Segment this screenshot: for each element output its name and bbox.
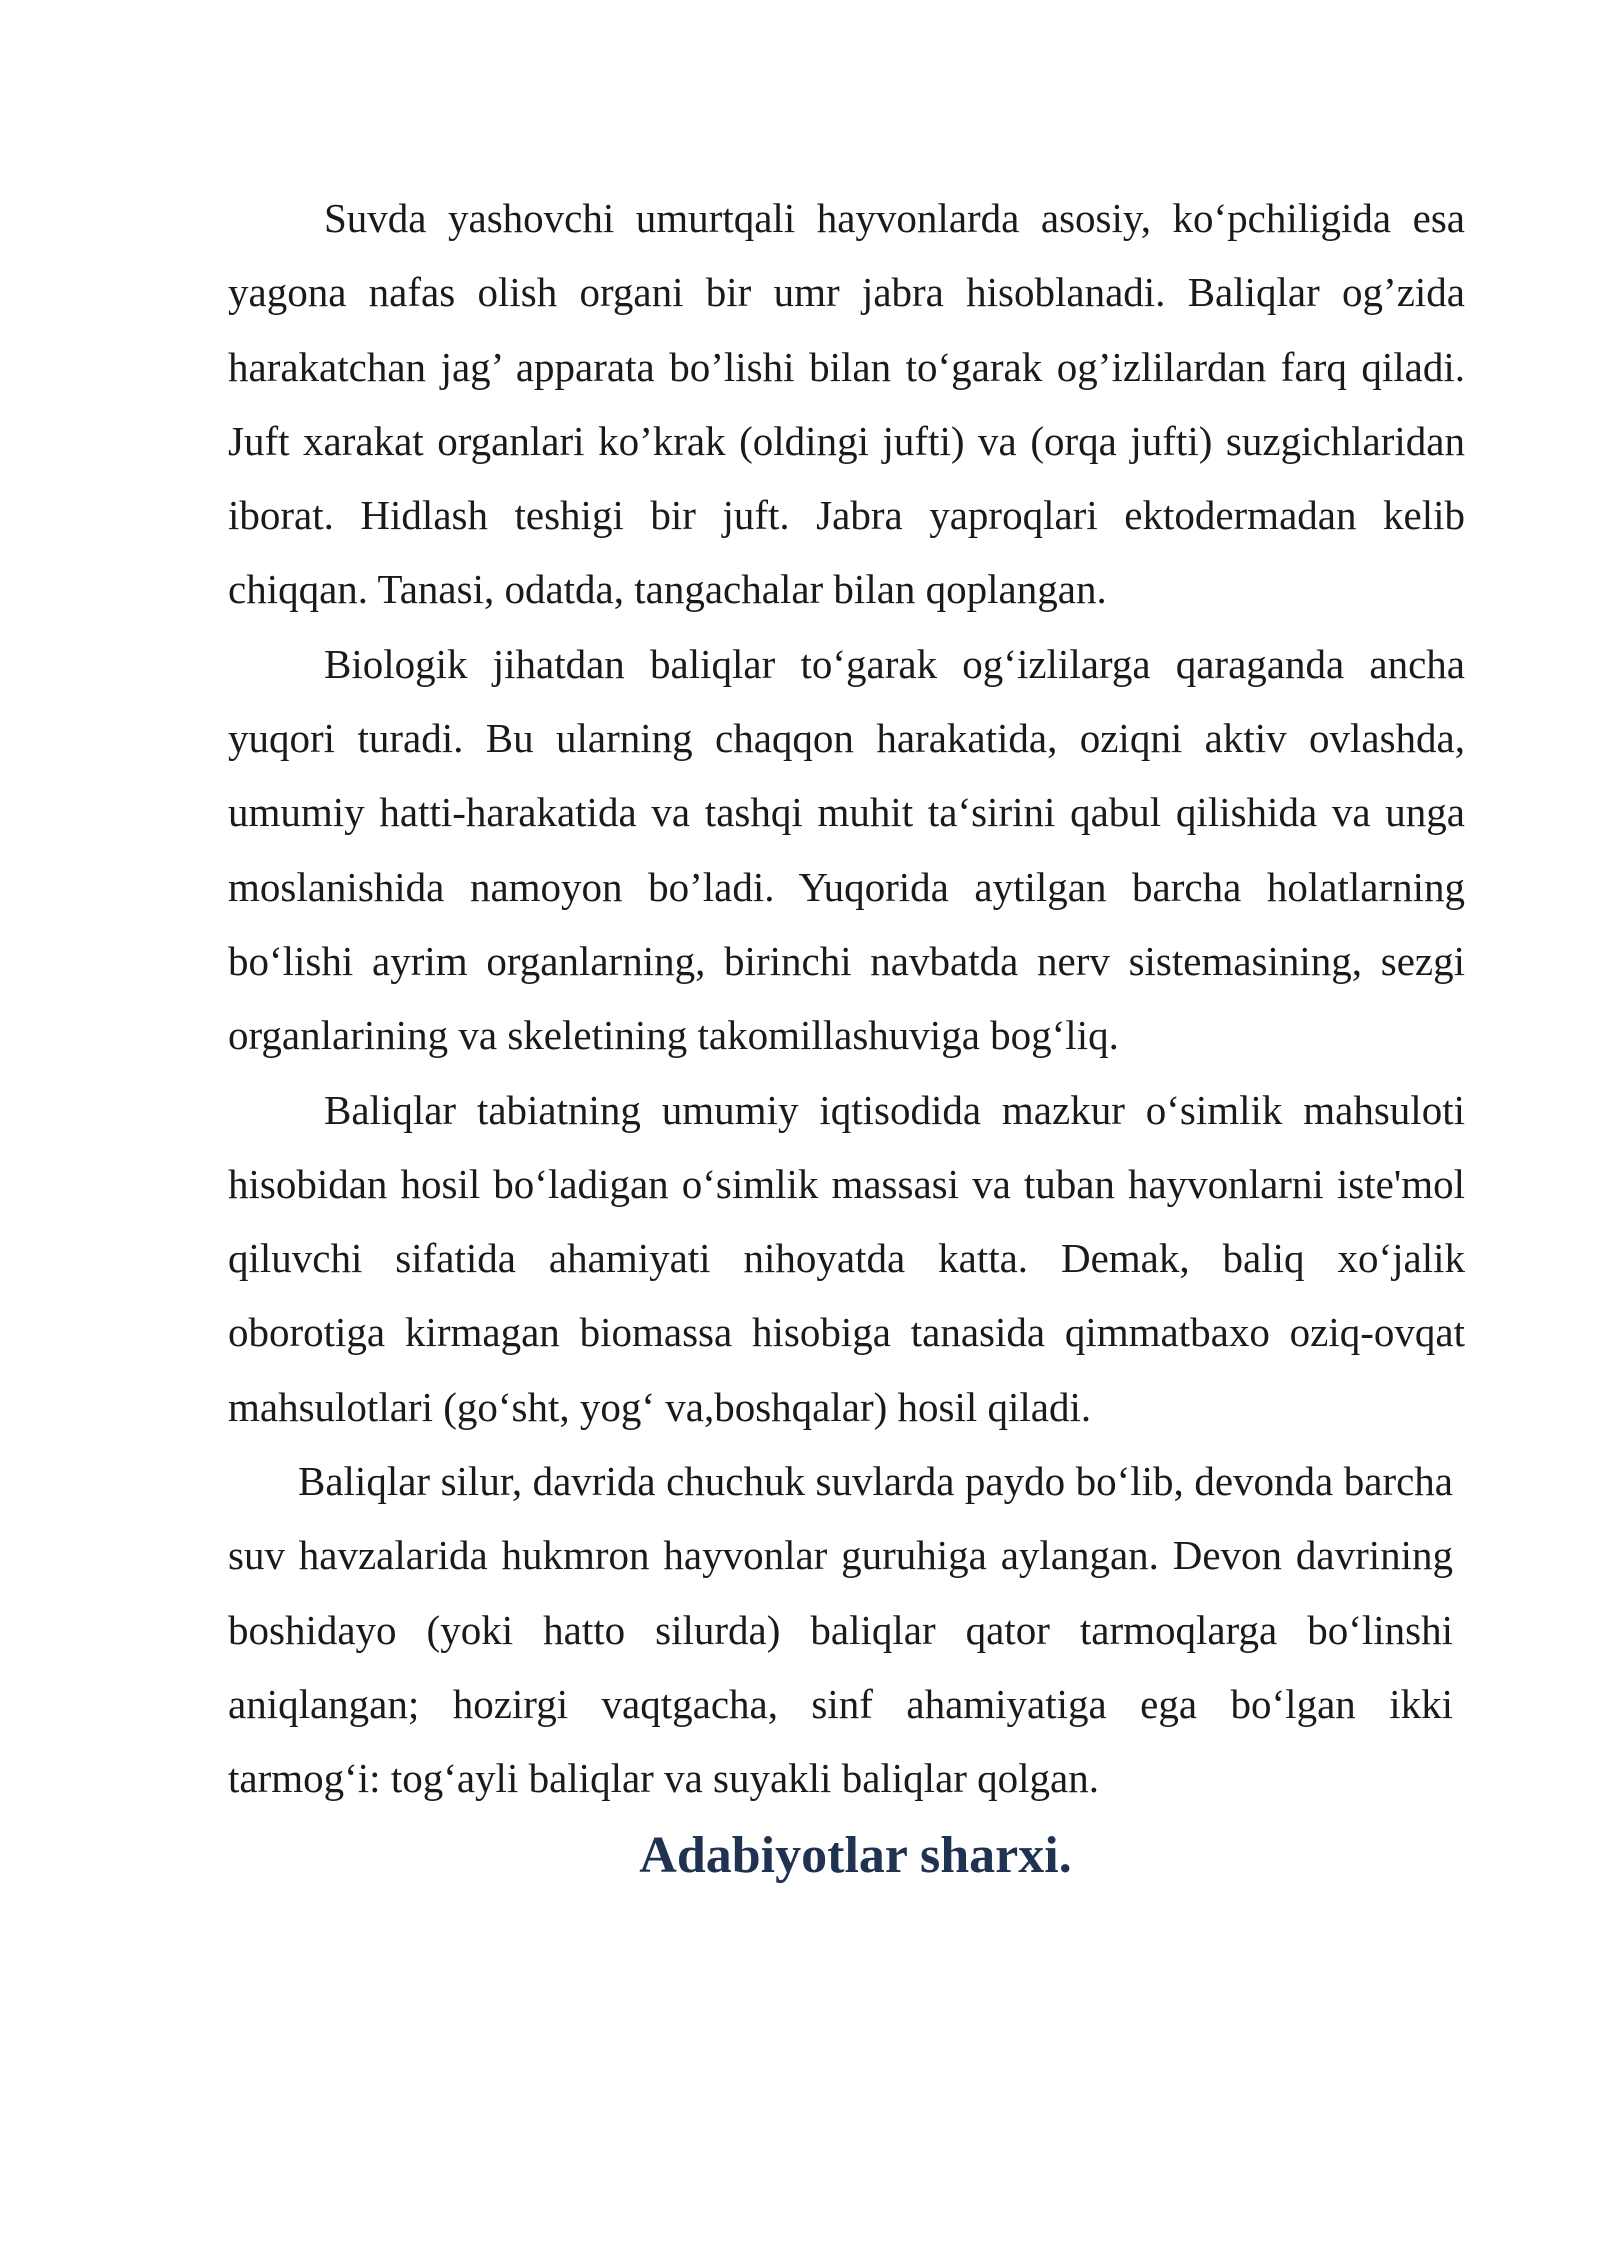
document-body — [228, 181, 1465, 1893]
section-heading: Adabiyotlar sharxi. — [639, 1826, 1072, 1884]
paragraph-biology: Biologik jihatdan baliqlar to‘garak og‘izlilarga qaraganda ancha yuqori turadi. Bu ularning chaqqon harakatida, oziqni aktiv ovlashda, umumiy hatti-harakatida va tashqi muhit ta‘sirini qabul qilishida va unga moslanishida namoyon bo’ladi. Yuqorida aytilgan barcha holatlarning bo‘lishi ayrim organlarning, birinchi navbatda nerv sistemasining, sezgi organlarining va skeletining takomillashuviga bog‘liq. — [228, 640, 1465, 1059]
paragraph-history: Baliqlar silur, davrida chuchuk suvlarda paydo bo‘lib, devonda barcha suv havzalarida hukmron hayvonlar guruhiga aylangan. Devon davrining boshidayo (yoki hatto silurda) baliqlar qator tarmoqlarga bo‘linshi aniqlangan; hozirgi vaqtgacha, sinf ahamiyatiga ega bo‘lgan ikki tarmog‘i: tog‘ayli baliqlar va suyakli baliqlar qolgan. — [228, 1458, 1453, 1802]
paragraph-gills: Suvda yashovchi umurtqali hayvonlarda asosiy, ko‘pchiligida esa yagona nafas olish organi bir umr jabra hisoblanadi. Baliqlar og’zida harakatchan jag’ apparata bo’lishi bilan to‘garak og’izlilardan farq qiladi. Juft xarakat organlari ko’krak (oldingi jufti) va (orqa jufti) suzgichlaridan iborat. Hidlash teshigi bir juft. Jabra yaproqlari ektodermadan kelib chiqqan. Tanasi, odatda, tangachalar bilan qoplangan. — [228, 195, 1465, 613]
paragraph-economy: Baliqlar tabiatning umumiy iqtisodida mazkur o‘simlik mahsuloti hisobidan hosil bo‘ladigan o‘simlik massasi va tuban hayvonlarni iste'mol qiluvchi sifatida ahamiyati nihoyatda katta. Demak, baliq xo‘jalik oborotiga kirmagan biomassa hisobiga tanasida qimmatbaxo oziq-ovqat mahsulotlari (go‘sht, yog‘ va,boshqalar) hosil qiladi. — [228, 1086, 1465, 1430]
